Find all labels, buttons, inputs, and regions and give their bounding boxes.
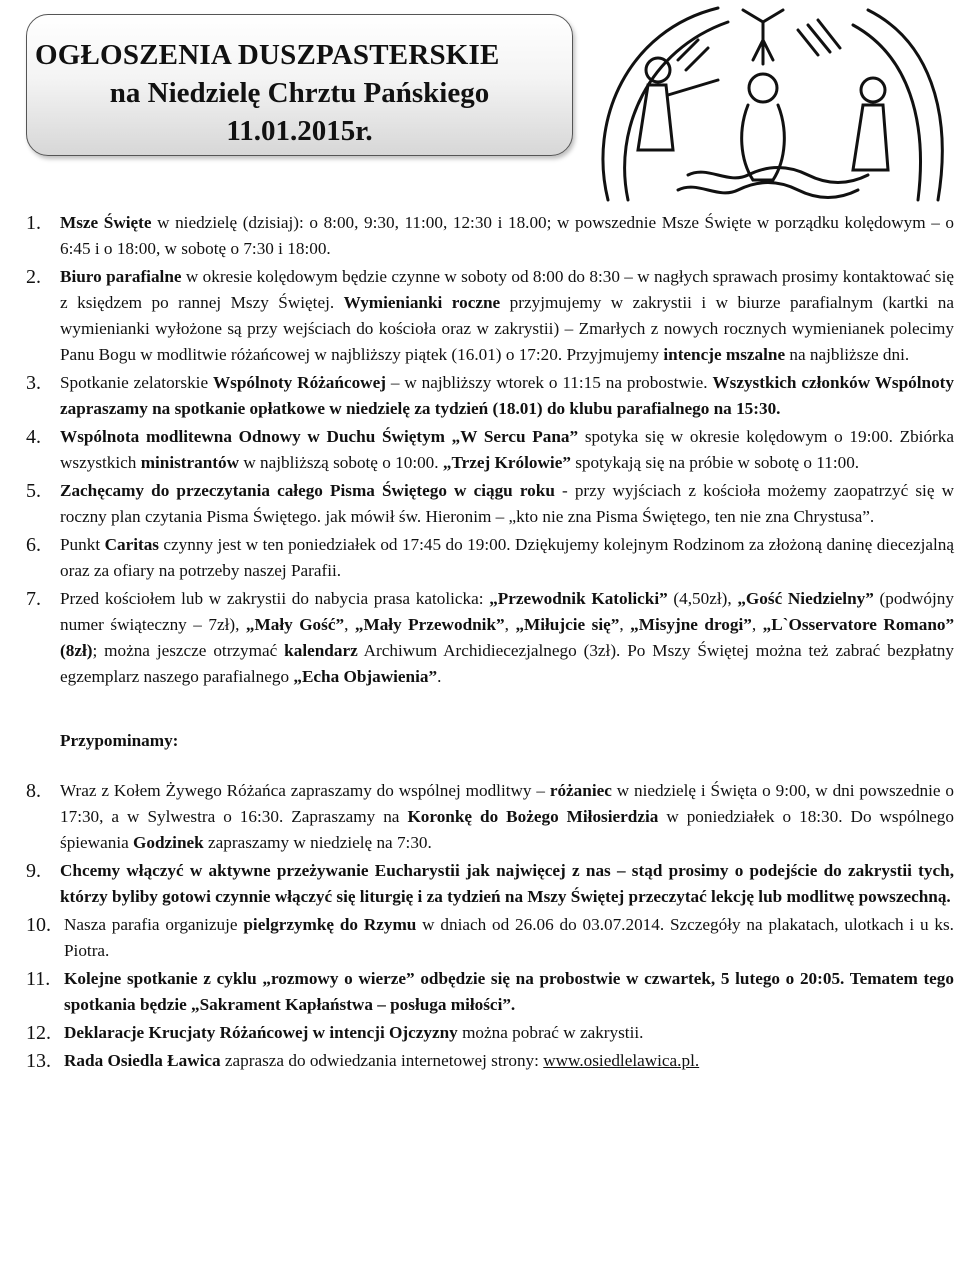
item-text [64, 1020, 954, 1046]
text-span: , [504, 615, 516, 634]
bold-text: Wszystkich członków Wspólnoty zapraszamy na spotkanie opłatkowe w niedzielę za tydzień (18.01) do klubu parafialnego na 15:30. [60, 373, 954, 418]
item-number: 9. [26, 860, 41, 882]
bold-text: „Mały Przewodnik” [354, 615, 505, 634]
item-text [64, 966, 954, 1018]
text-span: Nasza parafia organizuje [64, 915, 244, 934]
reminder-heading: Przypominamy: [60, 731, 179, 750]
bold-text: „Mały Gość” [245, 615, 345, 634]
bold-text: ministrantów [140, 453, 240, 472]
bold-text: różaniec [549, 781, 612, 800]
title-box [26, 14, 573, 156]
announcement-list [26, 210, 954, 690]
bold-text: kalendarz [284, 641, 358, 660]
item-number: 1. [26, 212, 41, 234]
item-number: 10. [26, 914, 51, 936]
text-span: w poniedziałek o 18:30. Do wspólnego śpiewania [60, 807, 954, 852]
bold-text: Wspólnota modlitewna Odnowy w Duchu Świętym „W Sercu Pana” [60, 427, 579, 446]
text-span: na najbliższe dni. [785, 345, 910, 364]
bold-text: „L`Osservatore Romano” (8zł) [60, 615, 955, 660]
title-line-2: na Niedzielę Chrztu Pańskiego [109, 77, 490, 109]
item-text [64, 912, 954, 964]
text-span: ; można jeszcze otrzymać [92, 641, 285, 660]
text-span: spotyka się w okresie kolędowym o 19:00. Zbiórka wszystkich [60, 427, 954, 472]
text-span: (4,50zł), [667, 589, 738, 608]
bold-text: Godzinek [133, 833, 204, 852]
announcement-item [26, 912, 954, 964]
bold-text: Deklaracje Krucjaty Różańcowej w intencji Ojczyzny [64, 1023, 458, 1042]
bold-text: Wymienianki roczne [343, 293, 501, 312]
bold-text: „Miłujcie się” [515, 615, 620, 634]
bold-text: Msze Święte [60, 213, 152, 232]
announcement-item [26, 210, 954, 262]
text-span: Wraz z Kołem Żywego Różańca zapraszamy do wspólnej modlitwy – [60, 781, 550, 800]
item-number: 7. [26, 588, 41, 610]
item-number: 5. [26, 480, 41, 502]
bold-text: Chcemy włączyć w aktywne przeżywanie Eucharystii jak najwięcej z nas – stąd prosimy o podejście do zakrystii tych, którzy byliby gotowi czynnie włączyć się liturgię i za tydzień na Mszy Świętej przeczytać lekcję lub modlitwę powszechną. [60, 861, 954, 906]
item-text [60, 478, 954, 530]
text-span: Punkt [60, 535, 105, 554]
text-span: w niedzielę i Święta o 9:00, w dni powszednie o 17:30, a w Sylwestra o 16:30. Zapraszamy na [60, 781, 954, 826]
bold-text: Koronkę do Bożego Miłosierdzia [407, 807, 659, 826]
announcement-item [26, 264, 954, 368]
text-span: zapraszamy w niedzielę na 7:30. [203, 833, 432, 852]
bold-text: Caritas [104, 535, 159, 554]
baptism-of-christ-illustration [568, 0, 960, 205]
item-number: 6. [26, 534, 41, 556]
item-text [60, 778, 954, 856]
text-span: w niedzielę (dzisiaj): o 8:00, 9:30, 11:00, 12:30 i 18.00; w powszednie Msze Święte w porządku kolędowym – o 6:45 i o 18:00, w sobotę o 7:30 i 18:00. [60, 213, 954, 258]
text-span: . [437, 667, 442, 686]
text-span: w najbliższą sobotę o 10:00. [239, 453, 443, 472]
text-span: , [751, 615, 763, 634]
text-span: Archiwum Archidiecezjalnego (3zł). Po Mszy Świętej można też zabrać bezpłatny egzemplarz naszego parafialnego [60, 641, 954, 686]
item-number: 8. [26, 780, 41, 802]
item-number: 2. [26, 266, 41, 288]
bold-text: „Trzej Królowie” [442, 453, 571, 472]
title-line-1: OGŁOSZENIA DUSZPASTERSKIE [35, 39, 500, 71]
text-span: można pobrać w zakrystii. [457, 1023, 644, 1042]
announcement-item [26, 966, 954, 1018]
text-span: w dniach od 26.06 do 03.07.2014. Szczegóły na plakatach, ulotkach i u ks. Piotra. [64, 915, 954, 960]
text-span: (podwójny numer świąteczny – 7zł), [60, 589, 954, 634]
announcement-item [26, 424, 954, 476]
title-date: 11.01.2015r. [226, 115, 373, 147]
announcement-item [26, 1048, 954, 1074]
bold-text: Biuro parafialne [60, 267, 182, 286]
announcement-item [26, 778, 954, 856]
text-span: przyjmujemy w zakrystii i w biurze parafialnym (kartki na wymienianki wyłożone są przy wejściach do kościoła oraz w zakrystii) – Zmarłych z nowych rocznych wymienianek polecimy Panu Bogu w modlitwie różańcowej w najbliższy piątek (16.01) o 17:20. Przyjmujemy [60, 293, 954, 364]
item-number: 12. [26, 1022, 51, 1044]
announcement-item [26, 1020, 954, 1046]
text-span: Przed kościołem lub w zakrystii do nabycia prasa katolicka: [60, 589, 490, 608]
bold-text: „Misyjne drogi” [630, 615, 752, 634]
item-text [60, 858, 954, 910]
text-span: spotykają się na próbie w sobotę o 11:00. [570, 453, 860, 472]
bold-text: Zachęcamy do przeczytania całego Pisma Świętego w ciągu roku [60, 481, 555, 500]
text-span: , [619, 615, 631, 634]
text-span: - przy wyjściach z kościoła możemy zaopatrzyć się w roczny plan czytania Pisma Świętego. jak mówił św. Hieronim – „kto nie zna Pisma Świętego, ten nie zna Chrystusa”. [60, 481, 954, 526]
bold-text: intencje mszalne [663, 345, 786, 364]
text-span: Spotkanie zelatorskie [60, 373, 213, 392]
item-text [60, 370, 954, 422]
announcement-item [26, 370, 954, 422]
text-span: – w najbliższy wtorek o 11:15 na probostwie. [385, 373, 713, 392]
item-number: 13. [26, 1050, 51, 1072]
bold-text: Kolejne spotkanie z cyklu „rozmowy o wierze” odbędzie się na probostwie w czwartek, 5 lutego o 20:05. Tematem tego spotkania będzie „Sakrament Kapłaństwa – posługa miłości”. [64, 969, 954, 1014]
item-number: 4. [26, 426, 41, 448]
item-text [60, 532, 954, 584]
item-text [60, 264, 954, 368]
bold-text: Rada Osiedla Ławica [64, 1051, 221, 1070]
website-link[interactable]: www.osiedlelawica.pl. [543, 1051, 700, 1070]
announcement-item [26, 478, 954, 530]
bold-text: Wspólnoty Różańcowej [212, 373, 386, 392]
text-span: w okresie kolędowym będzie czynne w soboty od 8:00 do 8:30 – w nagłych sprawach prosimy kontaktować się z księdzem po rannej Mszy Świętej. [60, 267, 955, 312]
reminder-list [26, 778, 954, 1074]
item-number: 3. [26, 372, 41, 394]
bold-text: „Przewodnik Katolicki” [489, 589, 668, 608]
text-span: zaprasza do odwiedzania internetowej strony: [220, 1051, 544, 1070]
text-span: , [344, 615, 355, 634]
bold-text: pielgrzymkę do Rzymu [243, 915, 417, 934]
item-text [60, 210, 954, 262]
bold-text: „Echa Objawienia” [293, 667, 438, 686]
item-number: 11. [26, 968, 51, 990]
announcement-item [26, 532, 954, 584]
bold-text: „Gość Niedzielny” [737, 589, 874, 608]
item-text [60, 586, 954, 690]
announcement-item [26, 586, 954, 690]
announcements [26, 210, 954, 1076]
item-text [60, 424, 954, 476]
announcement-item [26, 858, 954, 910]
text-span: czynny jest w ten poniedziałek od 17:45 do 19:00. Dziękujemy kolejnym Rodzinom za złożoną daninę diecezjalną oraz za ofiary na potrzeby naszej Parafii. [60, 535, 954, 580]
item-text [64, 1048, 954, 1074]
